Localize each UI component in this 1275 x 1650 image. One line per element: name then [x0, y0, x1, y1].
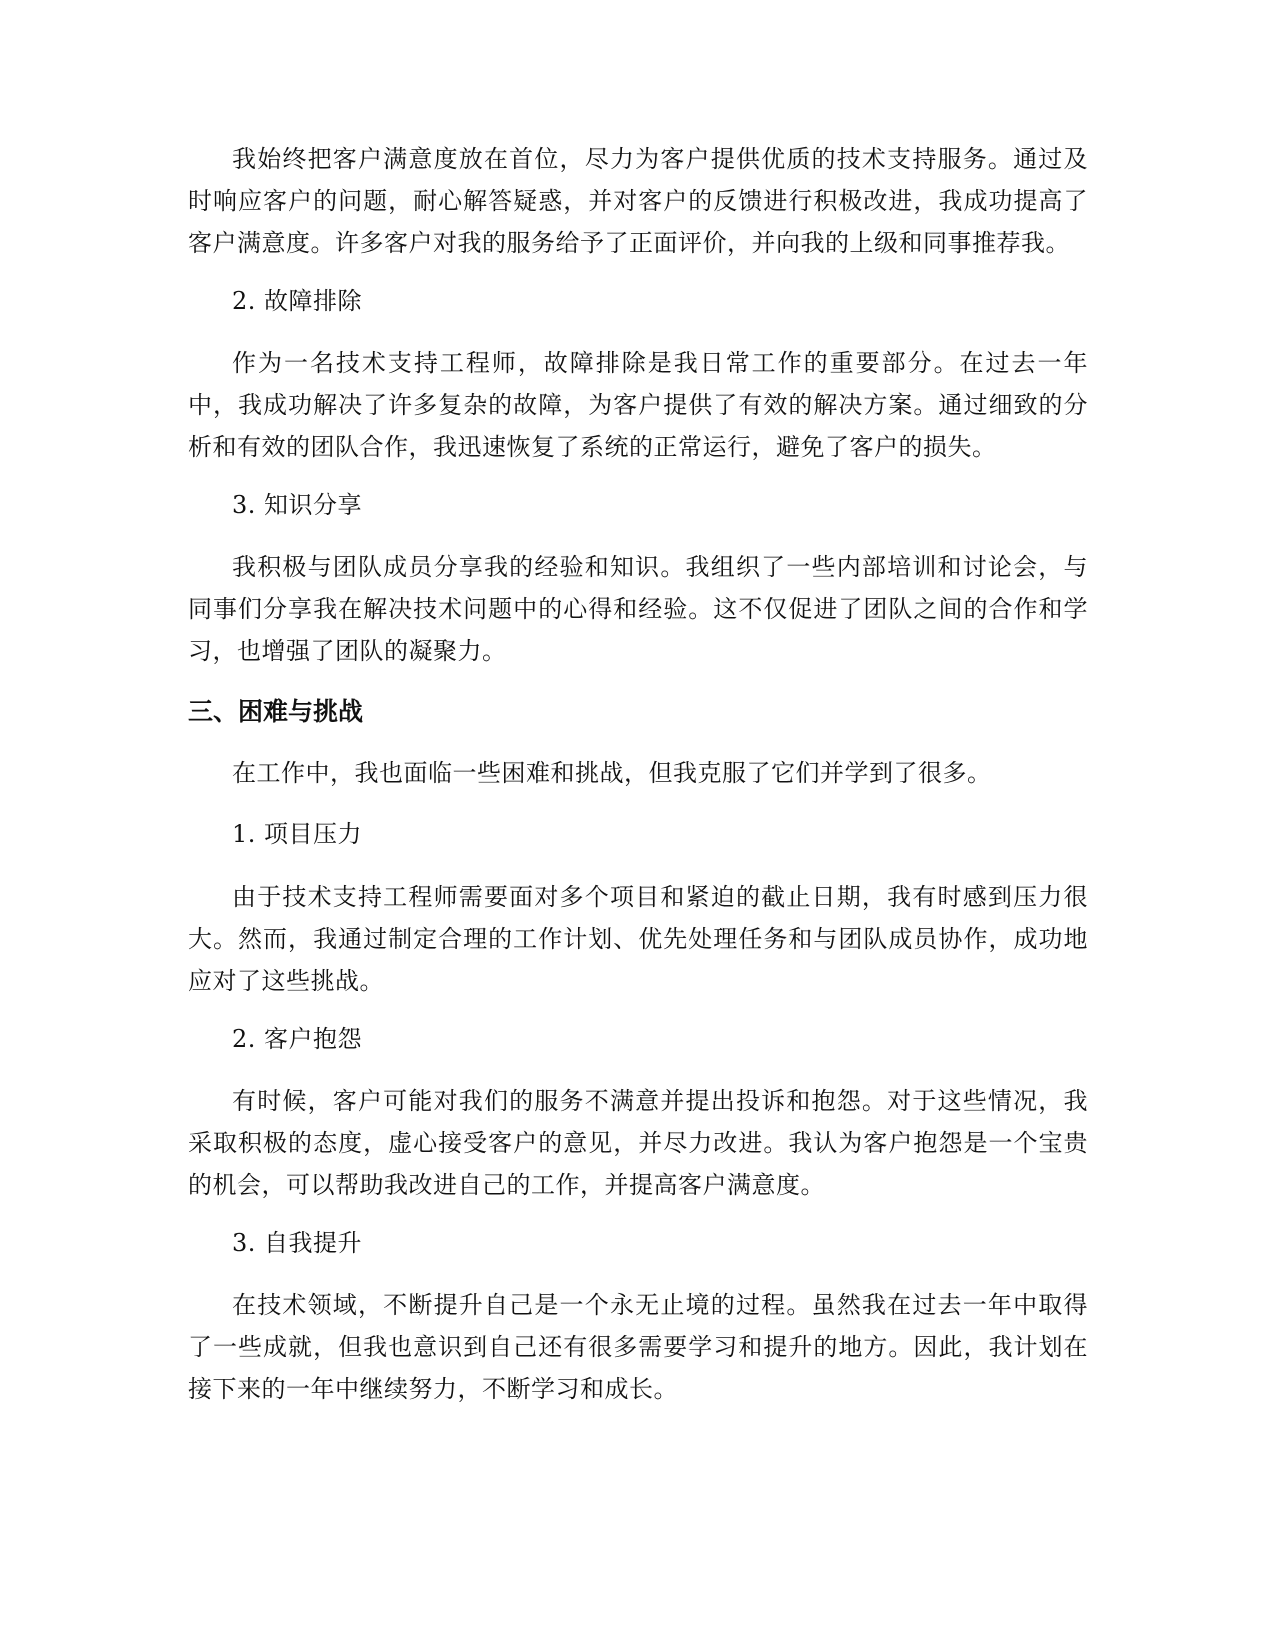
list-item-self-improvement: 3. 自我提升 — [232, 1229, 363, 1257]
list-item-troubleshooting: 2. 故障排除 — [232, 287, 363, 315]
paragraph-knowledge-sharing: 我积极与团队成员分享我的经验和知识。我组织了一些内部培训和讨论会，与同事们分享我在解决技术问题中的心得和经验。这不仅促进了团队之间的合作和学习，也增强了团队的凝聚力。 — [188, 553, 1088, 665]
paragraph-troubleshooting: 作为一名技术支持工程师，故障排除是我日常工作的重要部分。在过去一年中，我成功解决了许多复杂的故障，为客户提供了有效的解决方案。通过细致的分析和有效的团队合作，我迅速恢复了系统的正常运行，避免了客户的损失。 — [188, 349, 1088, 461]
paragraph-customer-satisfaction: 我始终把客户满意度放在首位，尽力为客户提供优质的技术支持服务。通过及时响应客户的问题，耐心解答疑惑，并对客户的反馈进行积极改进，我成功提高了客户满意度。许多客户对我的服务给予了正面评价，并向我的上级和同事推荐我。 — [188, 145, 1088, 257]
list-item-knowledge-sharing: 3. 知识分享 — [232, 491, 363, 519]
paragraph-difficulties-intro: 在工作中，我也面临一些困难和挑战，但我克服了它们并学到了很多。 — [232, 759, 992, 787]
paragraph-customer-complaints: 有时候，客户可能对我们的服务不满意并提出投诉和抱怨。对于这些情况，我采取积极的态度，虚心接受客户的意见，并尽力改进。我认为客户抱怨是一个宝贵的机会，可以帮助我改进自己的工作，并提高客户满意度。 — [188, 1087, 1088, 1199]
section-heading-difficulties: 三、困难与挑战 — [188, 697, 364, 726]
paragraph-project-pressure: 由于技术支持工程师需要面对多个项目和紧迫的截止日期，我有时感到压力很大。然而，我通过制定合理的工作计划、优先处理任务和与团队成员协作，成功地应对了这些挑战。 — [188, 883, 1088, 995]
list-item-project-pressure: 1. 项目压力 — [232, 820, 363, 848]
list-item-customer-complaints: 2. 客户抱怨 — [232, 1025, 363, 1053]
paragraph-self-improvement: 在技术领域，不断提升自己是一个永无止境的过程。虽然我在过去一年中取得了一些成就，但我也意识到自己还有很多需要学习和提升的地方。因此，我计划在接下来的一年中继续努力，不断学习和成长。 — [188, 1291, 1088, 1403]
